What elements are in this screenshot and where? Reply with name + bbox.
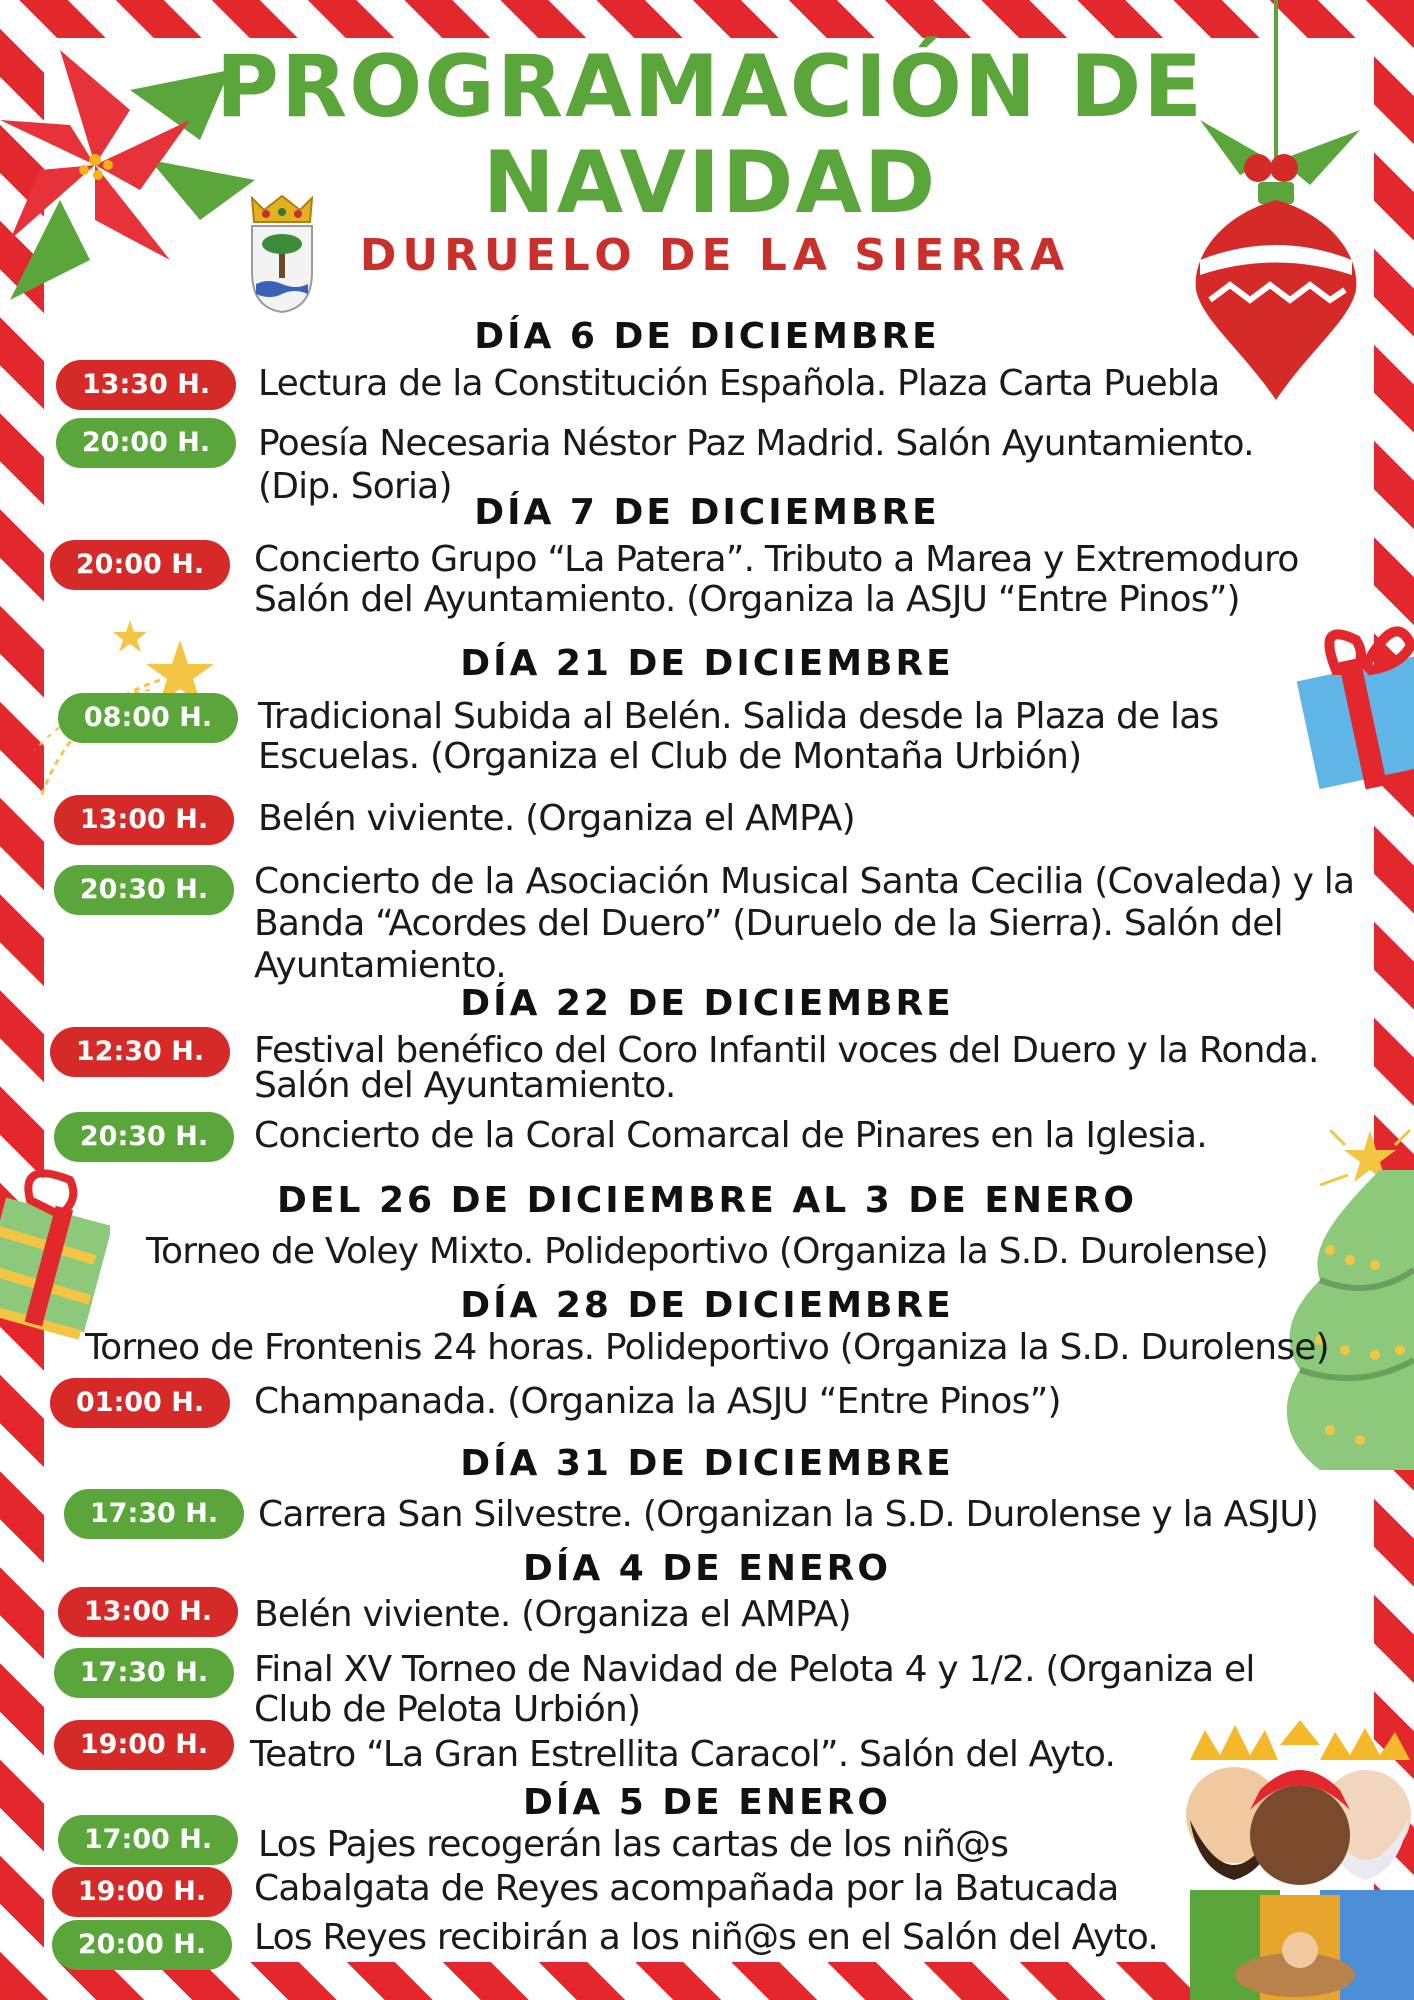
time-badge: 20:00 H. xyxy=(50,540,230,590)
time-badge: 20:30 H. xyxy=(54,865,234,915)
time-badge: 01:00 H. xyxy=(50,1378,230,1428)
day-heading: DÍA 21 DE DICIEMBRE xyxy=(460,643,954,684)
event-text: Banda “Acordes del Duero” (Duruelo de la Sierra). Salón del xyxy=(254,903,1283,944)
day-heading: DEL 26 DE DICIEMBRE AL 3 DE ENERO xyxy=(277,1180,1137,1221)
title-line-2: NAVIDAD xyxy=(482,133,938,233)
event-text: Carrera San Silvestre. (Organizan la S.D. Durolense y la ASJU) xyxy=(258,1494,1319,1535)
time-badge: 13:00 H. xyxy=(58,1587,238,1637)
day-heading: DÍA 4 DE ENERO xyxy=(523,1548,891,1589)
event-text: Los Pajes recogerán las cartas de los niñ@s xyxy=(258,1824,1009,1865)
time-badge: 17:30 H. xyxy=(54,1648,234,1698)
event-text: Lectura de la Constitución Española. Plaza Carta Puebla xyxy=(258,363,1220,404)
event-text: Tradicional Subida al Belén. Salida desde la Plaza de las xyxy=(258,696,1219,737)
event-text: Salón del Ayuntamiento. xyxy=(254,1065,676,1106)
day-heading: DÍA 7 DE DICIEMBRE xyxy=(474,492,940,533)
event-text: Champanada. (Organiza la ASJU “Entre Pinos”) xyxy=(254,1381,1061,1422)
event-text: Ayuntamiento. xyxy=(254,945,506,986)
event-text: Poesía Necesaria Néstor Paz Madrid. Salón Ayuntamiento. xyxy=(258,423,1254,464)
event-text: Torneo de Voley Mixto. Polideportivo (Organiza la S.D. Durolense) xyxy=(145,1231,1269,1272)
time-badge: 20:00 H. xyxy=(56,418,236,468)
time-badge: 12:30 H. xyxy=(50,1027,230,1077)
event-text: Club de Pelota Urbión) xyxy=(254,1689,641,1730)
time-badge: 17:30 H. xyxy=(64,1489,244,1539)
event-text: Belén viviente. (Organiza el AMPA) xyxy=(258,798,855,839)
event-text: (Dip. Soria) xyxy=(258,466,452,507)
time-badge: 19:00 H. xyxy=(54,1720,234,1770)
event-text: Concierto de la Coral Comarcal de Pinares en la Iglesia. xyxy=(254,1115,1207,1156)
title-line-1: PROGRAMACIÓN DE xyxy=(215,37,1205,137)
event-text: Final XV Torneo de Navidad de Pelota 4 y 1/2. (Organiza el xyxy=(254,1649,1255,1690)
time-badge: 17:00 H. xyxy=(58,1815,238,1865)
day-heading: DÍA 6 DE DICIEMBRE xyxy=(474,316,940,357)
time-badge: 08:00 H. xyxy=(58,693,238,743)
time-badge: 19:00 H. xyxy=(52,1867,232,1917)
event-text: Festival benéfico del Coro Infantil voces del Duero y la Ronda. xyxy=(254,1030,1319,1071)
day-heading: DÍA 5 DE ENERO xyxy=(523,1782,891,1823)
day-heading: DÍA 28 DE DICIEMBRE xyxy=(460,1285,954,1326)
event-text: Concierto Grupo “La Patera”. Tributo a Marea y Extremoduro xyxy=(254,539,1299,580)
event-text: Cabalgata de Reyes acompañada por la Batucada xyxy=(254,1868,1119,1909)
time-badge: 13:00 H. xyxy=(54,795,234,845)
time-badge: 20:00 H. xyxy=(52,1920,232,1970)
event-text: Salón del Ayuntamiento. (Organiza la ASJU “Entre Pinos”) xyxy=(254,579,1240,620)
event-text: Los Reyes recibirán a los niñ@s en el Salón del Ayto. xyxy=(254,1917,1159,1958)
time-badge: 13:30 H. xyxy=(56,360,236,410)
day-heading: DÍA 31 DE DICIEMBRE xyxy=(460,1443,954,1484)
event-text: Concierto de la Asociación Musical Santa Cecilia (Covaleda) y la xyxy=(254,861,1355,902)
day-heading: DÍA 22 DE DICIEMBRE xyxy=(460,983,954,1024)
town-subtitle: DURUELO DE LA SIERRA xyxy=(359,230,1071,281)
event-text: Teatro “La Gran Estrellita Caracol”. Salón del Ayto. xyxy=(250,1734,1116,1775)
event-text: Belén viviente. (Organiza el AMPA) xyxy=(254,1594,851,1635)
time-badge: 20:30 H. xyxy=(54,1112,234,1162)
event-text: Escuelas. (Organiza el Club de Montaña Urbión) xyxy=(258,736,1082,777)
event-text: Torneo de Frontenis 24 horas. Polideportivo (Organiza la S.D. Durolense) xyxy=(85,1327,1329,1368)
